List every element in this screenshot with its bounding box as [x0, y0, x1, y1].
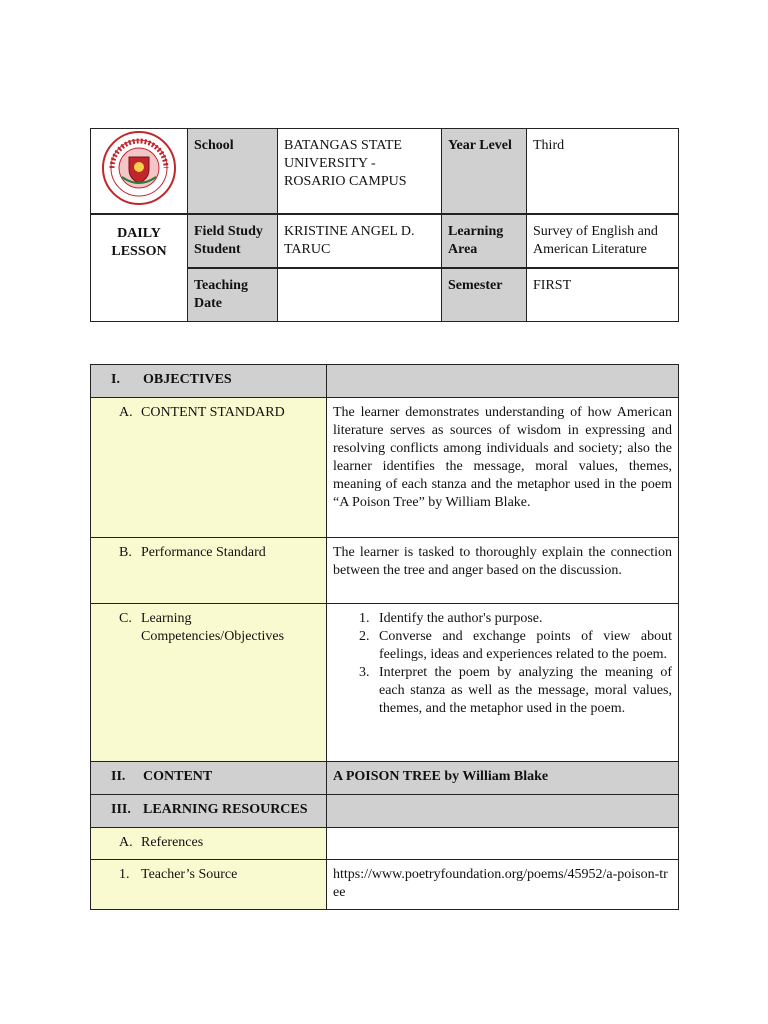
learning-area-value: Survey of English and American Literature [527, 214, 679, 268]
teaching-date-value [278, 268, 442, 322]
content-heading: II. CONTENT [91, 762, 327, 795]
teachers-source-link[interactable]: https://www.poetryfoundation.org/poems/45952/a-poison-tree [327, 860, 679, 910]
year-level-value: Third [527, 129, 679, 215]
competencies-row [91, 604, 679, 762]
year-level-label: Year Level [442, 129, 527, 215]
field-study-student-value: KRISTINE ANGEL D. TARUC [278, 214, 442, 268]
competencies-list [333, 610, 672, 718]
teaching-date-label: Teaching Date [188, 268, 278, 322]
content-standard-label: A. CONTENT STANDARD [91, 398, 327, 538]
school-label: School [188, 129, 278, 215]
objectives-heading: I. OBJECTIVES [91, 365, 327, 398]
teachers-source-row [91, 860, 679, 910]
lesson-plan-table [90, 364, 679, 910]
list-item: 1. Identify the author's purpose. [373, 610, 672, 628]
list-item: 3. Interpret the poem by analyzing the meaning of each stanza as well as the message, moral values, themes, and the metaphor used in the poem. [373, 664, 672, 718]
references-row [91, 828, 679, 860]
university-seal-logo [100, 129, 178, 207]
performance-standard-label: B. Performance Standard [91, 538, 327, 604]
teachers-source-label: 1. Teacher’s Source [91, 860, 327, 910]
content-standard-row [91, 398, 679, 538]
objectives-row [91, 365, 679, 398]
semester-label: Semester [442, 268, 527, 322]
competencies-list-cell [327, 604, 679, 762]
field-study-student-label: Field Study Student [188, 214, 278, 268]
daily-lesson-title: DAILY LESSON [91, 214, 188, 322]
school-value: BATANGAS STATE UNIVERSITY - ROSARIO CAMPUS [278, 129, 442, 215]
performance-standard-text: The learner is tasked to thoroughly explain the connection between the tree and anger based on the discussion. [327, 538, 679, 604]
learning-resources-heading: III. LEARNING RESOURCES [91, 795, 327, 828]
competencies-label: C. Learning Competencies/Objectives [91, 604, 327, 762]
university-logo-cell [91, 129, 188, 215]
learning-resources-row [91, 795, 679, 828]
performance-standard-row [91, 538, 679, 604]
content-row [91, 762, 679, 795]
lesson-header-table [90, 128, 679, 322]
content-standard-text: The learner demonstrates understanding of how American literature serves as sources of wisdom in expressing and resolving conflicts among individuals and society; also the learner identifies the message, moral values, themes, meaning of each stanza and the metaphor used in the poem “A Poison Tree” by William Blake. [327, 398, 679, 538]
learning-area-label: Learning Area [442, 214, 527, 268]
semester-value: FIRST [527, 268, 679, 322]
content-value: A POISON TREE by William Blake [327, 762, 679, 795]
references-label: A. References [91, 828, 327, 860]
list-item: 2. Converse and exchange points of view about feelings, ideas and experiences related to the poem. [373, 628, 672, 664]
